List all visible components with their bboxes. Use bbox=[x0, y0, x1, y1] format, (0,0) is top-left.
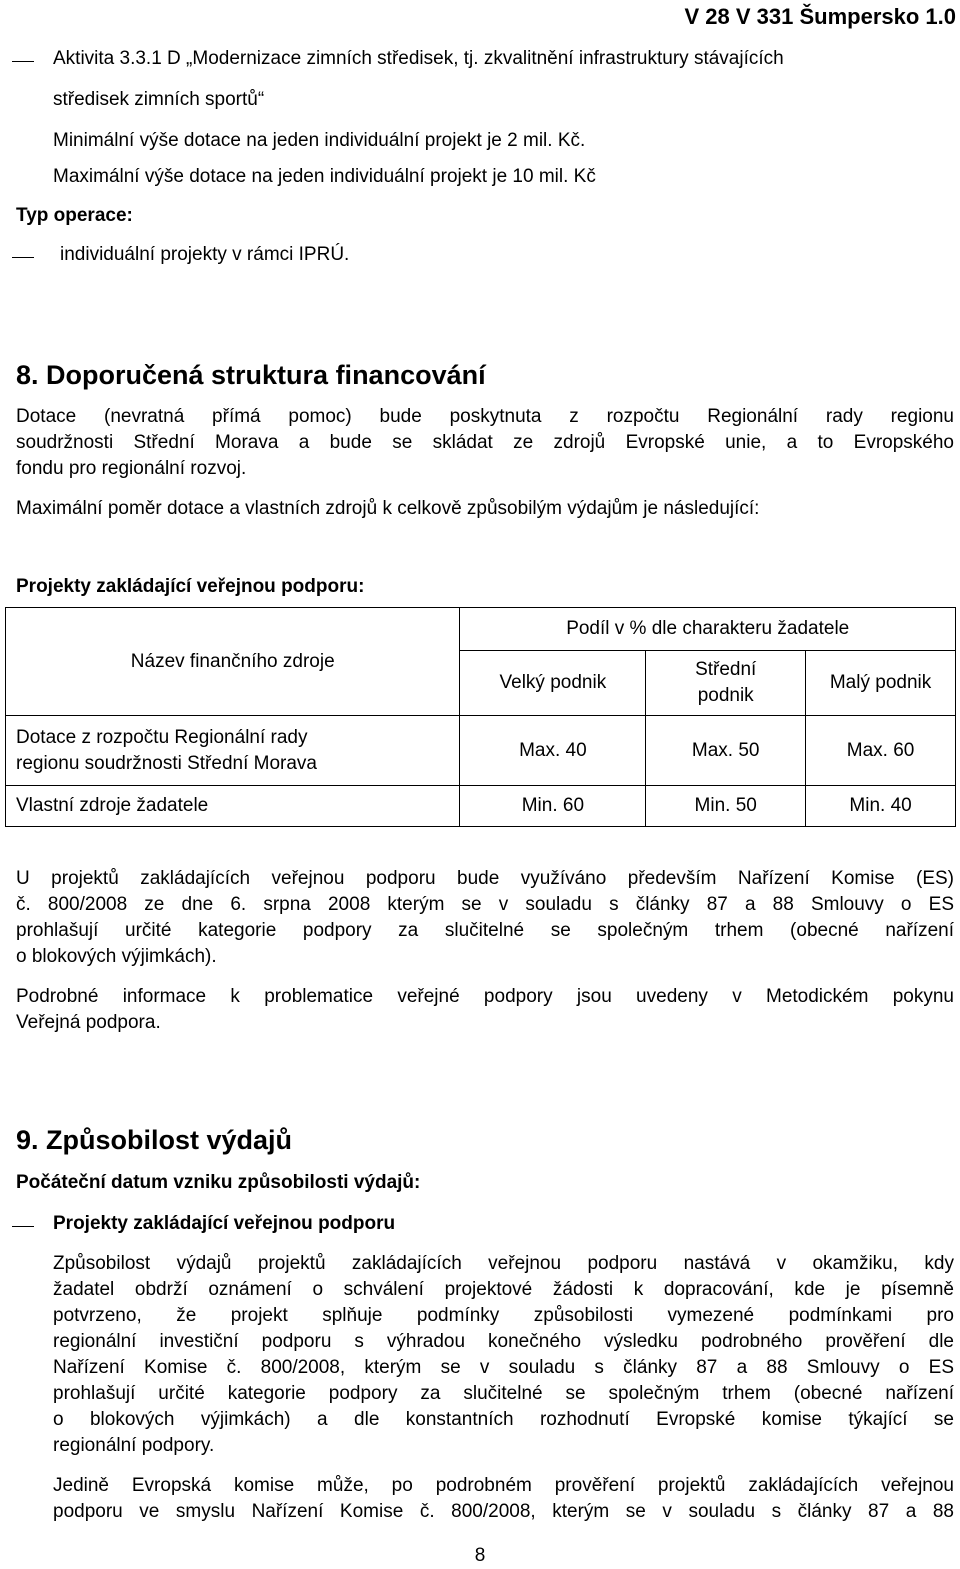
section-8-para-3-line-2: č. 800/2008 ze dne 6. srpna 2008 kterým se v souladu s články 87 a 88 Smlouvy o ES bbox=[16, 894, 954, 915]
medium-enterprise-header bbox=[646, 651, 806, 716]
source-name-line-2: regionu soudržnosti Střední Morava bbox=[16, 752, 317, 774]
activity-line-2: středisek zimních sportů“ bbox=[53, 89, 265, 110]
source-name-line-1: Dotace z rozpočtu Regionální rady bbox=[16, 726, 308, 748]
section-9-para-1-line-7: o blokových výjimkách) a dle konstantních rozhodnutí Evropské komise týkající se bbox=[53, 1409, 954, 1430]
section-9-para-1-line-5: Nařízení Komise č. 800/2008, kterým se v souladu s články 87 a 88 Smlouvy o ES bbox=[53, 1357, 954, 1378]
small-enterprise-value: Max. 60 bbox=[806, 716, 956, 786]
share-header-cell bbox=[460, 608, 956, 651]
medium-enterprise-value: Max. 50 bbox=[646, 716, 806, 786]
large-enterprise-header bbox=[460, 651, 646, 716]
section-9-para-2-line-2: podporu ve smyslu Nařízení Komise č. 800/2008, kterým se v souladu s články 87 a 88 bbox=[53, 1501, 954, 1522]
small-enterprise-value: Min. 40 bbox=[806, 786, 956, 827]
source-name: Vlastní zdroje žadatele bbox=[16, 795, 209, 816]
dash-bullet bbox=[12, 1226, 34, 1227]
share-header: Podíl v % dle charakteru žadatele bbox=[566, 618, 850, 639]
section-9-heading: 9. Způsobilost výdajů bbox=[16, 1125, 293, 1155]
section-8-para-3-line-4: o blokových výjimkách). bbox=[16, 946, 217, 967]
source-cell bbox=[6, 786, 460, 827]
source-header: Název finančního zdroje bbox=[130, 651, 335, 672]
operation-type-label: Typ operace: bbox=[16, 205, 133, 226]
section-9-para-2-line-1: Jedině Evropská komise může, po podrobném prověření projektů zakládajících veřejnou bbox=[53, 1475, 954, 1496]
section-8-para-3-line-3: prohlašují určité kategorie podpory za slučitelné se společným trhem (obecné nařízení bbox=[16, 920, 954, 941]
activity-line-1: Aktivita 3.3.1 D „Modernizace zimních středisek, tj. zkvalitnění infrastruktury stávajících bbox=[53, 48, 784, 69]
medium-enterprise-label-line-1: Střední bbox=[695, 659, 757, 680]
small-enterprise-header bbox=[806, 651, 956, 716]
source-cell bbox=[6, 716, 460, 786]
page-number: 8 bbox=[474, 1545, 486, 1566]
table-row bbox=[6, 716, 956, 786]
medium-enterprise-value: Min. 50 bbox=[646, 786, 806, 827]
large-enterprise-value: Max. 40 bbox=[460, 716, 646, 786]
section-8-para-1-line-1: Dotace (nevratná přímá pomoc) bude poskytnuta z rozpočtu Regionální rady regionu bbox=[16, 406, 954, 427]
section-9-para-1-line-2: žadatel obdrží oznámení o schválení projektové žádosti k dopracování, kde je písemně bbox=[53, 1279, 954, 1300]
state-aid-projects-heading: Projekty zakládající veřejnou podporu: bbox=[16, 576, 365, 597]
section-8-para-4-line-2: Veřejná podpora. bbox=[16, 1012, 161, 1033]
dash-bullet bbox=[12, 257, 34, 258]
section-9-para-1-line-8: regionální podpory. bbox=[53, 1435, 215, 1456]
dash-bullet bbox=[12, 61, 34, 62]
section-8-para-1-line-3: fondu pro regionální rozvoj. bbox=[16, 458, 247, 479]
section-9-para-1-line-4: regionální investiční podporu s výhradou konečného výsledku podrobného prověření dle bbox=[53, 1331, 954, 1352]
section-8-para-2: Maximální poměr dotace a vlastních zdrojů k celkově způsobilým výdajům je následující: bbox=[16, 498, 760, 519]
section-9-para-1-line-1: Způsobilost výdajů projektů zakládajících veřejnou podporu nastává v okamžiku, kdy bbox=[53, 1253, 954, 1274]
medium-enterprise-label-line-2: podnik bbox=[697, 685, 754, 706]
large-enterprise-value: Min. 60 bbox=[460, 786, 646, 827]
section-9-para-1-line-6: prohlašují určité kategorie podpory za slučitelné se společným trhem (obecné nařízení bbox=[53, 1383, 954, 1404]
operation-type-item: individuální projekty v rámci IPRÚ. bbox=[60, 244, 350, 265]
eligibility-start-heading: Počáteční datum vzniku způsobilosti výdajů: bbox=[16, 1172, 421, 1193]
small-enterprise-label: Malý podnik bbox=[829, 672, 932, 693]
financing-table bbox=[5, 607, 956, 827]
large-enterprise-label: Velký podnik bbox=[499, 672, 607, 693]
max-subsidy-text: Maximální výše dotace na jeden individuální projekt je 10 mil. Kč bbox=[53, 166, 596, 187]
section-8-heading: 8. Doporučená struktura financování bbox=[16, 360, 486, 390]
section-9-para-1-line-3: potvrzeno, že projekt splňuje podmínky způsobilosti vymezené podmínkami pro bbox=[53, 1305, 954, 1326]
state-aid-projects-bullet: Projekty zakládající veřejnou podporu bbox=[53, 1213, 396, 1234]
document-id: V 28 V 331 Šumpersko 1.0 bbox=[684, 4, 956, 29]
section-8-para-3-line-1: U projektů zakládajících veřejnou podporu bude využíváno především Nařízení Komise (ES) bbox=[16, 868, 954, 889]
section-8-para-1-line-2: soudržnosti Střední Morava a bude se skládat ze zdrojů Evropské unie, a to Evropského bbox=[16, 432, 954, 453]
source-header-cell bbox=[6, 608, 460, 716]
min-subsidy-text: Minimální výše dotace na jeden individuální projekt je 2 mil. Kč. bbox=[53, 130, 586, 151]
table-row bbox=[6, 786, 956, 827]
section-8-para-4-line-1: Podrobné informace k problematice veřejné podpory jsou uvedeny v Metodickém pokynu bbox=[16, 986, 954, 1007]
